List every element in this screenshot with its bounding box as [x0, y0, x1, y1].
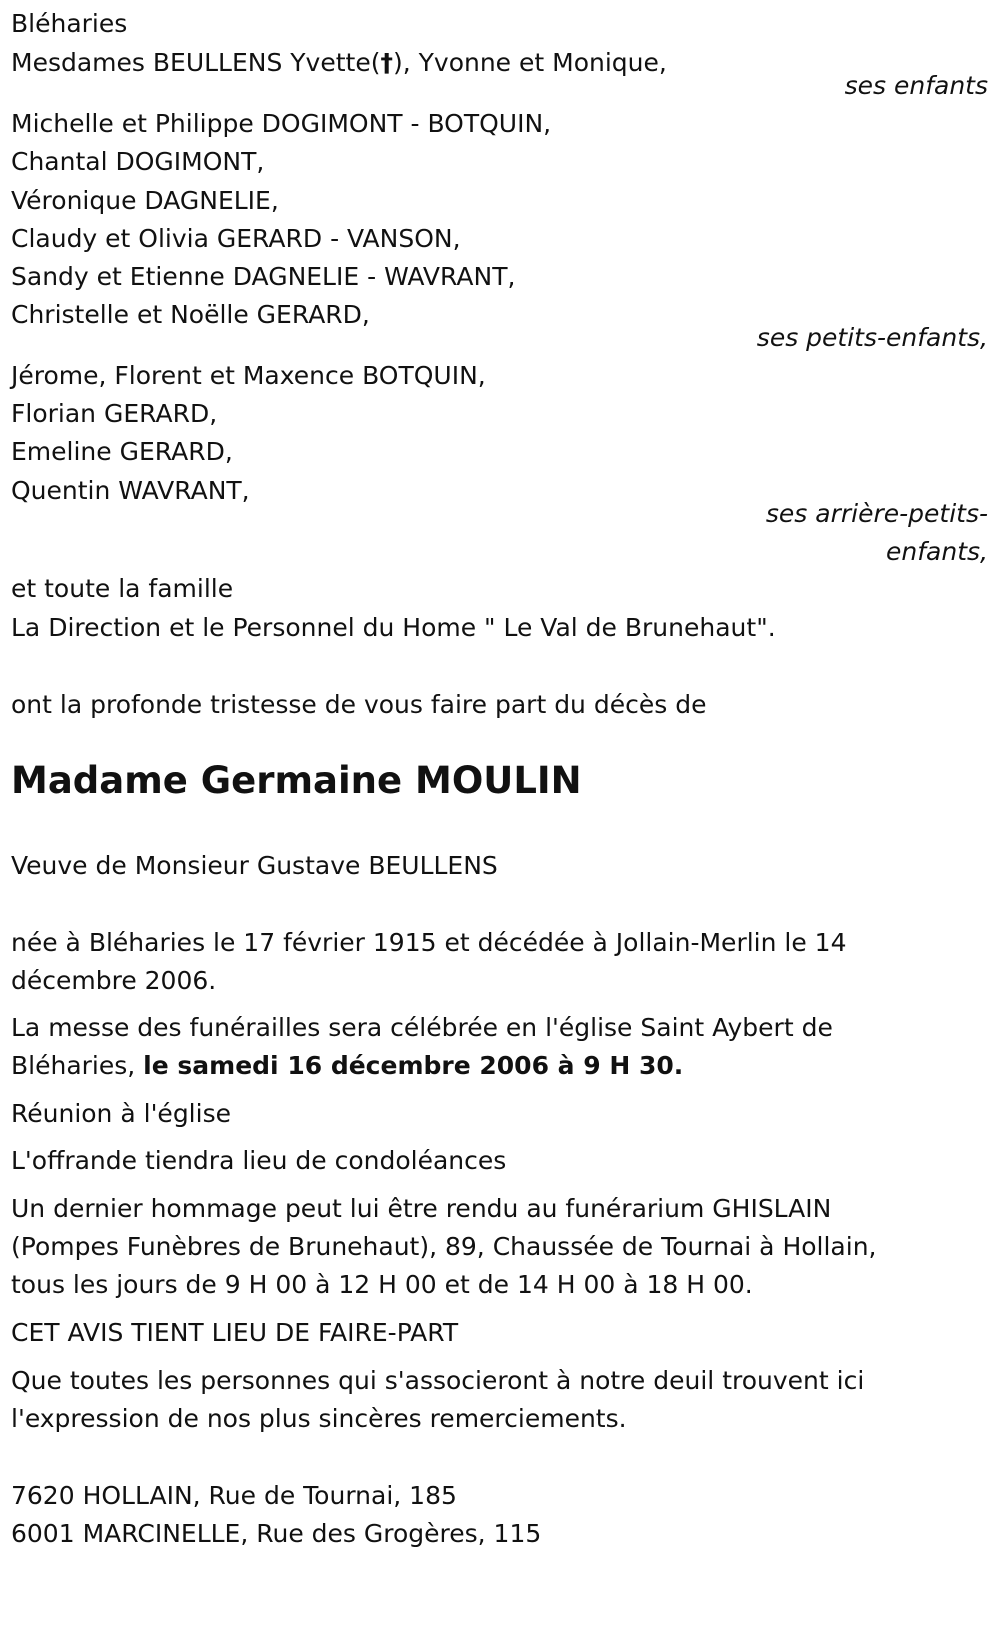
grandchild-line: Claudy et Olivia GERARD - VANSON,	[11, 224, 461, 253]
grandchild-line: Chantal DOGIMONT,	[11, 147, 265, 176]
children-line-prefix: Mesdames BEULLENS Yvette(	[11, 48, 381, 77]
great-grandchildren-label-2: enfants,	[886, 537, 988, 566]
homage-line-1: Un dernier hommage peut lui être rendu au funérarium GHISLAIN	[11, 1194, 832, 1223]
grandchild-line: Sandy et Etienne DAGNELIE - WAVRANT,	[11, 262, 516, 291]
great-grandchild-line: Emeline GERARD,	[11, 437, 233, 466]
widow-line: Veuve de Monsieur Gustave BEULLENS	[11, 851, 498, 880]
place-line: Bléharies	[11, 9, 128, 38]
address-line: 6001 MARCINELLE, Rue des Grogères, 115	[11, 1519, 542, 1548]
thanks-line-2: l'expression de nos plus sincères remerciements.	[11, 1404, 627, 1433]
offering-line: L'offrande tiendra lieu de condoléances	[11, 1146, 507, 1175]
deceased-name: Madame Germaine MOULIN	[11, 759, 582, 802]
grandchildren-label: ses petits-enfants,	[756, 323, 988, 352]
address-line: 7620 HOLLAIN, Rue de Tournai, 185	[11, 1481, 457, 1510]
mass-datetime: le samedi 16 décembre 2006 à 9 H 30.	[143, 1051, 684, 1080]
family-line: et toute la famille	[11, 574, 234, 603]
children-label: ses enfants	[844, 71, 988, 100]
home-staff-line: La Direction et le Personnel du Home " Le Val de Brunehaut".	[11, 613, 776, 642]
great-grandchildren-label-1: ses arrière-petits-	[765, 499, 988, 528]
thanks-line-1: Que toutes les personnes qui s'associeront à notre deuil trouvent ici	[11, 1366, 865, 1395]
grandchild-line: Christelle et Noëlle GERARD,	[11, 300, 370, 329]
mass-line-2	[11, 1051, 683, 1081]
announcement-line: ont la profonde tristesse de vous faire part du décès de	[11, 690, 707, 719]
children-line-suffix: ), Yvonne et Monique,	[392, 48, 667, 77]
great-grandchild-line: Jérome, Florent et Maxence BOTQUIN,	[11, 361, 486, 390]
deceased-cross-icon: †	[380, 48, 393, 77]
homage-line-3: tous les jours de 9 H 00 à 12 H 00 et de 14 H 00 à 18 H 00.	[11, 1270, 753, 1299]
great-grandchild-line: Florian GERARD,	[11, 399, 218, 428]
homage-line-2: (Pompes Funèbres de Brunehaut), 89, Chaussée de Tournai à Hollain,	[11, 1232, 877, 1261]
notice-line: CET AVIS TIENT LIEU DE FAIRE-PART	[11, 1318, 459, 1347]
mass-line-1: La messe des funérailles sera célébrée en l'église Saint Aybert de	[11, 1013, 833, 1042]
mass-place: Bléharies,	[11, 1051, 144, 1080]
great-grandchild-line: Quentin WAVRANT,	[11, 476, 250, 505]
birth-death-line-2: décembre 2006.	[11, 966, 217, 995]
birth-death-line-1: née à Bléharies le 17 février 1915 et décédée à Jollain-Merlin le 14	[11, 928, 847, 957]
meeting-line: Réunion à l'église	[11, 1099, 231, 1128]
grandchild-line: Véronique DAGNELIE,	[11, 186, 279, 215]
children-line	[11, 48, 667, 78]
grandchild-line: Michelle et Philippe DOGIMONT - BOTQUIN,	[11, 109, 552, 138]
